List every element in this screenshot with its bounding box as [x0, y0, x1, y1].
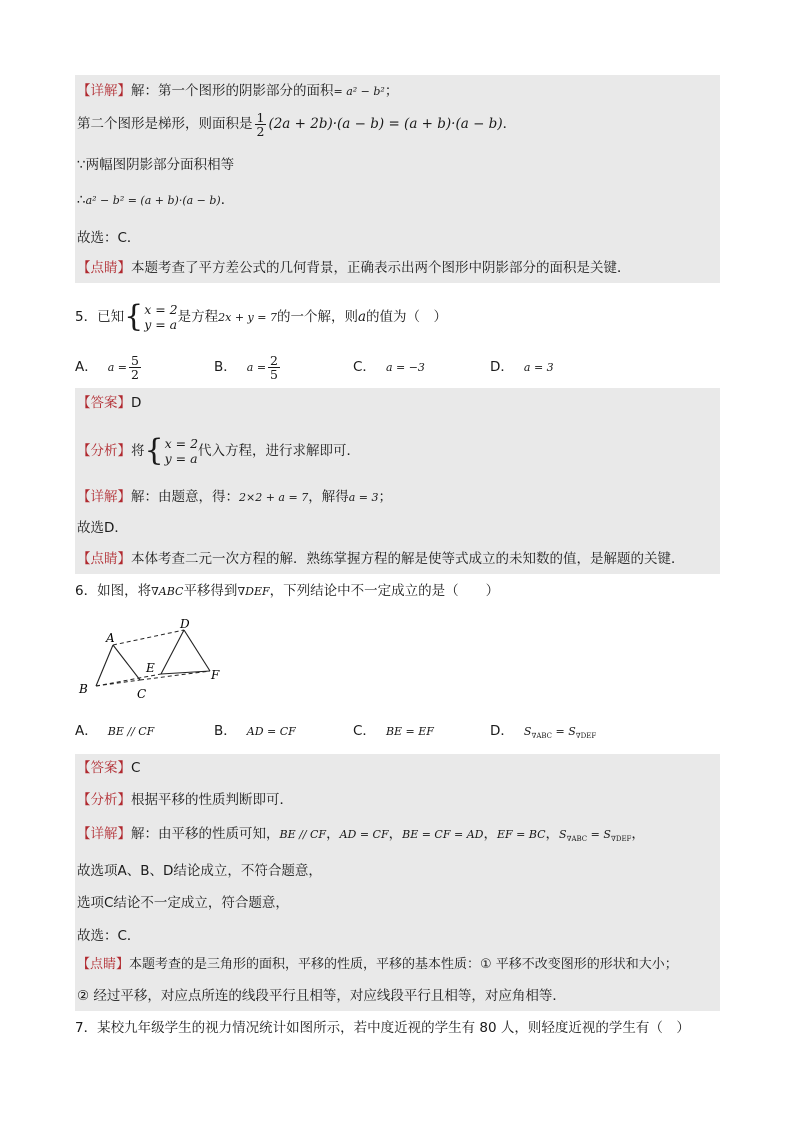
q4-solution-shade: [75, 75, 720, 283]
label-e: E: [146, 661, 155, 675]
label-c: C: [137, 687, 147, 701]
q7-stem: 7．某校九年级学生的视力情况统计如图所示，若中度近视的学生有 80 人，则轻度近视的学生有（ ）: [75, 1020, 690, 1036]
q4-comment-line: 【点睛】本题考查了平方差公式的几何背景，正确表示出两个图形中阴影部分的面积是关键．: [77, 260, 631, 276]
q5-detail-line: 【详解】解：由题意，得：2×2 + a = 7，解得a = 3；: [77, 489, 392, 505]
answer-value: D: [131, 395, 142, 411]
option-d: D． a = 3: [490, 359, 554, 375]
brace: {: [124, 299, 144, 334]
option-c: C． BE = EF: [353, 723, 434, 739]
fraction: $\frac{1}{2}$: [256, 109, 265, 139]
segment-df: [184, 630, 210, 671]
q5-choice-line: 故选D．: [77, 520, 128, 536]
q5-analysis-line: 【分析】将{ x = 2 y = a 代入方程，进行求解即可．: [77, 433, 361, 468]
q5-comment-line: 【点睛】本体考查二元一次方程的解．熟练掌握方程的解是使等式成立的未知数的值，是解题的关键．: [77, 551, 685, 567]
answer-value: C: [131, 760, 141, 776]
q6-detail-line: 【详解】解：由平移的性质可知，BE // CF，AD = CF，BE = CF = AD，EF = BC，$S_{\nabla ABC} = S_{\nabla DEF}$，: [77, 826, 645, 843]
segment-ab: [96, 645, 113, 686]
q6-comment-line-1: 【点睛】本题考查的是三角形的面积，平移的性质，平移的基本性质：① 平移不改变图形的形状和大小；: [77, 957, 678, 972]
q6-conclusion-line-2: 选项C结论不一定成立，符合题意，: [77, 895, 289, 911]
q6-stem: 6．如图，将∇ABC平移得到∇DEF，下列结论中不一定成立的是（ ）: [75, 583, 500, 599]
option-a: A． a = $\frac{5}{2}$: [75, 352, 139, 382]
segment-bc: [96, 680, 140, 686]
segment-ad: [113, 630, 184, 645]
translation-figure: [75, 613, 235, 703]
option-a: A． BE // CF: [75, 723, 155, 739]
equation-system: x = 2 y = a: [144, 302, 178, 332]
q5-answer-line: 【答案】D: [77, 395, 142, 411]
option-d: D． $S_{\nabla ABC} = S_{\nabla DEF}$: [490, 723, 597, 740]
q6-choice-line: 故选：C．: [77, 928, 141, 944]
q4-detail-line: 【详解】解：第一个图形的阴影部分的面积= a² − b²；: [77, 83, 399, 99]
label-b: B: [79, 682, 88, 696]
q4-trapezoid-line: 第二个图形是梯形，则面积是 $\frac{1}{2}$ (2a + 2b)·(a − b) = (a + b)·(a − b)．: [77, 109, 517, 139]
q4-therefore-line: ∴a² − b² = (a + b)·(a − b)．: [77, 192, 235, 208]
comment-tag: 【点睛】: [77, 260, 131, 276]
label-a: A: [106, 631, 115, 645]
detail-tag: 【详解】: [77, 83, 131, 99]
q6-conclusion-line-1: 故选项A、B、D结论成立，不符合题意，: [77, 863, 322, 879]
option-b: B． AD = CF: [214, 723, 296, 739]
segment-be: [96, 674, 161, 686]
q6-analysis-line: 【分析】根据平移的性质判断即可．: [77, 792, 293, 808]
brace: {: [144, 433, 164, 468]
q4-choice-line: 故选：C．: [77, 230, 141, 246]
q4-because-line: ∵两幅图阴影部分面积相等: [77, 157, 235, 173]
label-d: D: [180, 617, 190, 631]
label-f: F: [211, 668, 220, 682]
option-b: B． a = $\frac{2}{5}$: [214, 352, 278, 382]
option-c: C． a = −3: [353, 359, 425, 375]
q6-answer-line: 【答案】C: [77, 760, 141, 776]
q5-stem: 5．已知{ x = 2 y = a 是方程2x + y = 7的一个解，则a的值为（ ）: [75, 299, 448, 334]
segment-de: [161, 630, 184, 674]
q6-comment-line-2: ② 经过平移，对应点所连的线段平行且相等，对应线段平行且相等，对应角相等．: [77, 988, 566, 1004]
q5-solution-shade: [75, 388, 720, 574]
q5-options: [75, 350, 720, 384]
segment-ac: [113, 645, 140, 680]
